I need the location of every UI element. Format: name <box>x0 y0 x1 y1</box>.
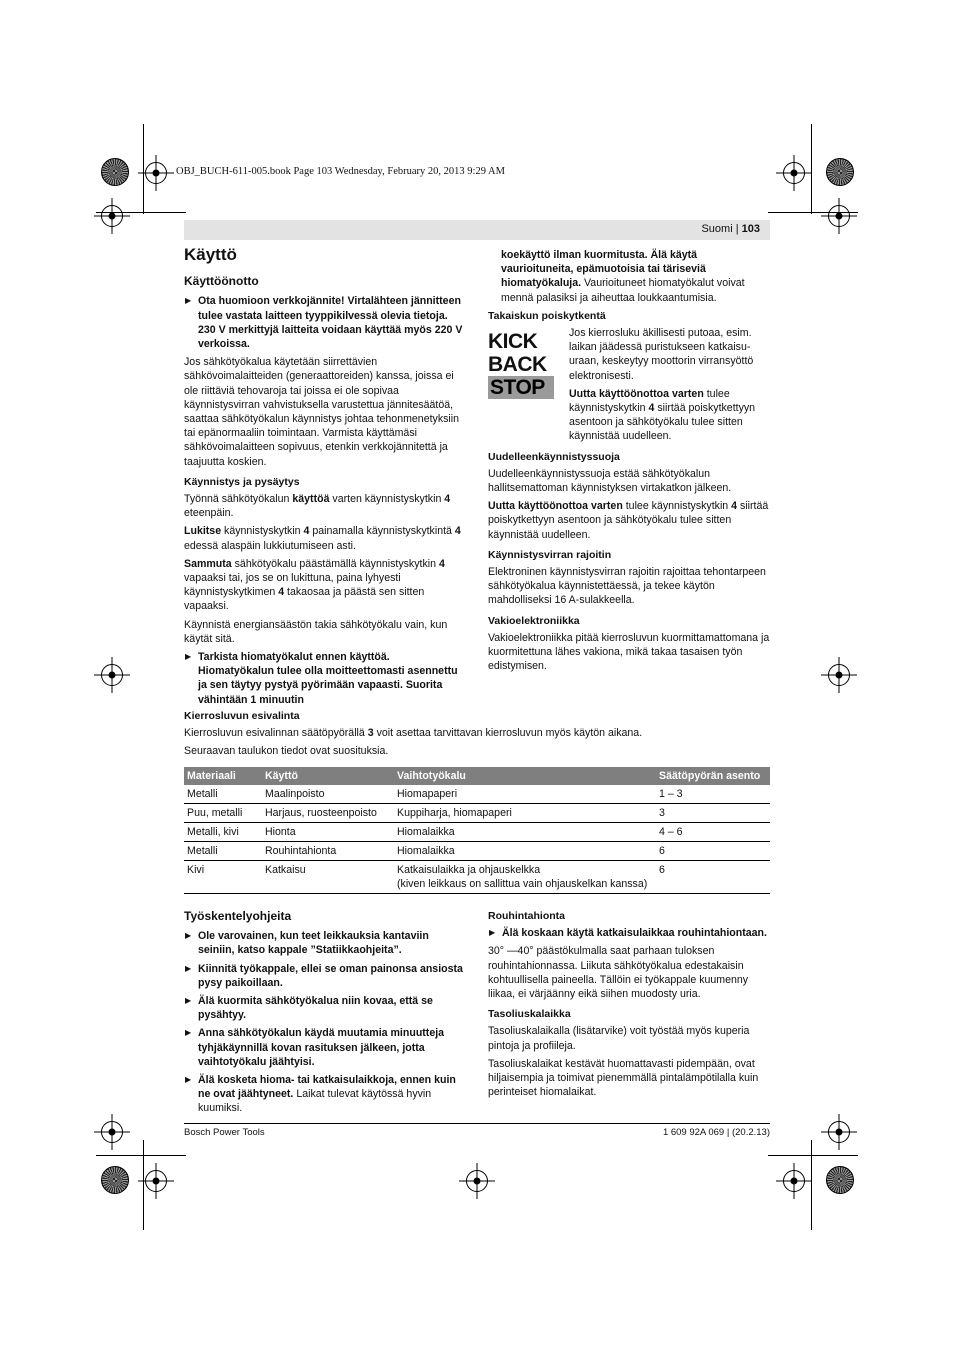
warning-cutting-disc: ▶ Älä koskaan käytä katkaisulaikkaa rouhintahiontaan. <box>488 926 770 940</box>
heading-uudelleen: Uudelleenkäynnistyssuoja <box>488 450 620 463</box>
header-section: Suomi <box>701 223 733 235</box>
warning-voltage: ▶ Ota huomioon verkkojännite! Virtalähteen jännitteen tulee vastata laitteen tyyppikilvessä olevia tietoja. 230 V merkittyjä laitteita voidaan käyttää myös 220 V verkoissa. <box>184 294 464 351</box>
grinding-column <box>488 909 770 1103</box>
paragraph-start: Työnnä sähkötyökalun käyttöä varten käynnistyskytkin 4 eteenpäin. <box>184 493 451 520</box>
table-row: Kivi Katkaisu Katkaisulaikka ja ohjauskelkka (kiven leikkaus on sallittua vain ohjauskelkan kanssa) 6 <box>184 861 770 894</box>
tip-walls: ▶ Ole varovainen, kun teet leikkauksia kantaviin seiniin, katso kappale ”Statiikkaohjeita”. <box>184 929 464 957</box>
paragraph-stop: Sammuta sähkötyökalu päästämällä käynnistyskytkin 4 vapaaksi tai, jos se on lukittuna, paina lyhyesti käynnistyskytkimen 4 takaosaa ja päästä sen sitten vapaaksi. <box>184 557 445 613</box>
kickback-stop-logo: KICK BACK STOP <box>488 330 558 399</box>
heading-kierros: Kierrosluvun esivalinta <box>184 710 300 722</box>
table-header-row <box>184 767 770 785</box>
paragraph-table-note: Seuraavan taulukon tiedot ovat suosituksia. <box>184 745 389 758</box>
registration-mark-icon <box>145 1170 167 1192</box>
color-rosette-icon <box>101 158 129 186</box>
footer-right: 1 609 92A 069 | (20.2.13) <box>662 1127 770 1138</box>
table-row: Metalli Maalinpoisto Hiomapaperi 1 – 3 <box>184 785 770 804</box>
crop-mark <box>143 124 144 214</box>
recommendation-table <box>184 767 770 894</box>
table-row: Metalli, kivi Hionta Hiomalaikka 4 – 6 <box>184 823 770 842</box>
registration-mark-icon <box>828 664 850 686</box>
table-row: Metalli Rouhintahionta Hiomalaikka 6 <box>184 842 770 861</box>
paragraph-energy: Käynnistä energiansäästön takia sähkötyökalu vain, kun käytät sitä. <box>184 618 448 645</box>
tip-overload: ▶ Älä kuormita sähkötyökalua niin kovaa, että se pysähtyy. <box>184 994 464 1022</box>
header-page-number: 103 <box>741 223 760 235</box>
work-tips-column <box>184 909 464 1120</box>
paragraph-restart: Uutta käyttöönottoa varten tulee käynnistyskytkin 4 siirtää poiskytkettyyn asentoon ja sähkötyökalu tulee sitten käynnistää uudelleen. <box>488 500 769 541</box>
column-header: Vaihtotyökalu <box>394 767 656 785</box>
registration-mark-icon <box>828 205 850 227</box>
cutting-note: (kiven leikkaus on sallittua vain ohjauskelkan kanssa) <box>397 878 648 890</box>
paragraph-constant: Vakioelektroniikka pitää kierrosluvun kuormittamattomana ja kuormitettuna lähes vakiona, mikä takaa tasaisen työn edistymisen. <box>488 631 770 673</box>
print-header: OBJ_BUCH-611-005.book Page 103 Wednesday, February 20, 2013 9:29 AM <box>176 166 505 177</box>
tip-clamp: ▶ Kiinnitä työkappale, ellei se oman painonsa ansiosta pysy paikoillaan. <box>184 962 464 990</box>
registration-mark-icon <box>145 162 167 184</box>
left-column <box>184 245 464 711</box>
speed-section <box>184 709 770 763</box>
registration-mark-icon <box>101 1121 123 1143</box>
registration-mark-icon <box>466 1170 488 1192</box>
registration-mark-icon <box>783 162 805 184</box>
heading-tyo: Työskentelyohjeita <box>184 909 292 923</box>
page-title: Käyttö <box>184 245 237 264</box>
column-header: Säätöpyörän asento <box>656 767 770 785</box>
paragraph-generator: Jos sähkötyökalua käytetään siirrettävien sähkövoimalaitteiden (generaattoreiden) kanssa, joissa ei ole riittäviä tehovaroja tai joissa ei ole sopivaa käynnistysvirran vahvistuksella varustettua jännitesäätöä, saattaa sähkötyökalun käynnistys johtaa tehonmenetyksiin tai epänormaaliin toimintaan. Varmista käyttämäsi sähkövoimalaitteen sopivuus, etenkin verkkojännitettä ja taajuutta koskien. <box>184 356 460 468</box>
paragraph-continued: koekäyttö ilman kuormitusta. Älä käytä vaurioituneita, epämuotoisia tai täriseviä hiomatyökaluja. Vaurioituneet hiomatyökalut voivat mennä palasiksi ja aiheuttaa loukkaantumisia. <box>501 249 745 304</box>
tip-cooldown: ▶ Anna sähkötyökalun käydä muutamia minuutteja tyhjäkäynnillä kovan rasituksen jälkeen, jotta vaihtotyökalu jäähtyisi. <box>184 1026 464 1069</box>
paragraph-kickback: Jos kierrosluku äkillisesti putoaa, esim. laikan jäädessä puristukseen katkaisu-uraan, keskeytyy moottorin virransyöttö elektronisesti. <box>569 327 754 382</box>
heading-rouhinta: Rouhintahionta <box>488 910 565 922</box>
paragraph-speed: Kierrosluvun esivalinnan säätöpyörällä 3 voit asettaa tarvittavan kierrosluvun myös käytön aikana. <box>184 727 643 740</box>
column-header: Käyttö <box>262 767 394 785</box>
crop-mark <box>143 1140 144 1230</box>
tip-hot-discs: ▶ Älä kosketa hioma- tai katkaisulaikkoja, ennen kuin ne ovat jäähtyneet. Laikat tulevat käytössä hyvin kuumiksi. <box>184 1073 464 1116</box>
paragraph-kickback-restart: Uutta käyttöönottoa varten tulee käynnistyskytkin 4 siirtää poiskytkettyyn asentoon ja sähkötyökalu tulee sitten käynnistää uudelleen. <box>569 387 756 443</box>
heading-kaynnistys: Käynnistys ja pysäytys <box>184 475 300 488</box>
registration-mark-icon <box>783 1170 805 1192</box>
paragraph-current-limit: Elektroninen käynnistysvirran rajoitin rajoittaa tehontarpeen sähkötyökalua käynnistettäessä, ja tekee käytön mahdolliseksi 16 A-sulakkeella. <box>488 566 766 607</box>
heading-takaisku: Takaiskun poiskytkentä <box>488 309 606 322</box>
table-row: Puu, metalli Harjaus, ruosteenpoisto Kuppiharja, hiomapaperi 3 <box>184 804 770 823</box>
paragraph-restart-protection: Uudelleenkäynnistyssuoja estää sähkötyökalun hallitsemattoman käynnistyksen virtakatkon jälkeen. <box>488 467 732 495</box>
column-header: Materiaali <box>184 767 262 785</box>
registration-mark-icon <box>101 205 123 227</box>
page-header-bar <box>184 220 770 240</box>
paragraph-flap-disc-benefits: Tasoliuskalaikat kestävät huomattavasti pidempään, ovat hiljaisempia ja toimivat pienemmällä pintalämpötilalla kuin perinteiset hiomalaikat. <box>488 1057 759 1099</box>
color-rosette-icon <box>101 1166 129 1194</box>
heading-taso: Tasoliuskalaikka <box>488 1008 571 1021</box>
crop-mark <box>96 1155 186 1156</box>
heading-virta: Käynnistysvirran rajoitin <box>488 548 612 561</box>
crop-mark <box>768 1155 858 1156</box>
color-rosette-icon <box>826 158 854 186</box>
registration-mark-icon <box>101 664 123 686</box>
page-header: Suomi | 103 <box>701 223 760 235</box>
color-rosette-icon <box>826 1166 854 1194</box>
warning-check-tools: ▶ Tarkista hiomatyökalut ennen käyttöä. Hiomatyökalun tulee olla moitteettomasti asennettu ja sen täytyy pystyä pyörimään vapaasti. Suorita vähintään 1 minuutin <box>184 650 464 707</box>
paragraph-rough-grinding: 30° —40° päästökulmalla saat parhaan tuloksen rouhintahionnassa. Liikuta sähkötyökalua edestakaisin kohtuullisella paineella. Tällöin ei työkappale kuumenny liikaa, ei värjäänny eikä siihen muodosty uria. <box>488 945 749 1001</box>
registration-mark-icon <box>828 1121 850 1143</box>
footer-left: Bosch Power Tools <box>184 1127 265 1138</box>
crop-mark <box>811 1140 812 1230</box>
crop-mark <box>811 124 812 214</box>
paragraph-lock: Lukitse käynnistyskytkin 4 painamalla käynnistyskytkintä 4 edessä alaspäin lukkiutumiseen asti. <box>184 525 461 552</box>
heading-vakio: Vakioelektroniikka <box>488 614 580 627</box>
right-column <box>488 248 770 677</box>
heading-kayttoonotto: Käyttöönotto <box>184 274 259 289</box>
footer-rule <box>184 1123 770 1124</box>
paragraph-flap-disc: Tasoliuskalaikalla (lisätarvike) voit työstää myös kuperia pintoja ja profiileja. <box>488 1025 750 1052</box>
